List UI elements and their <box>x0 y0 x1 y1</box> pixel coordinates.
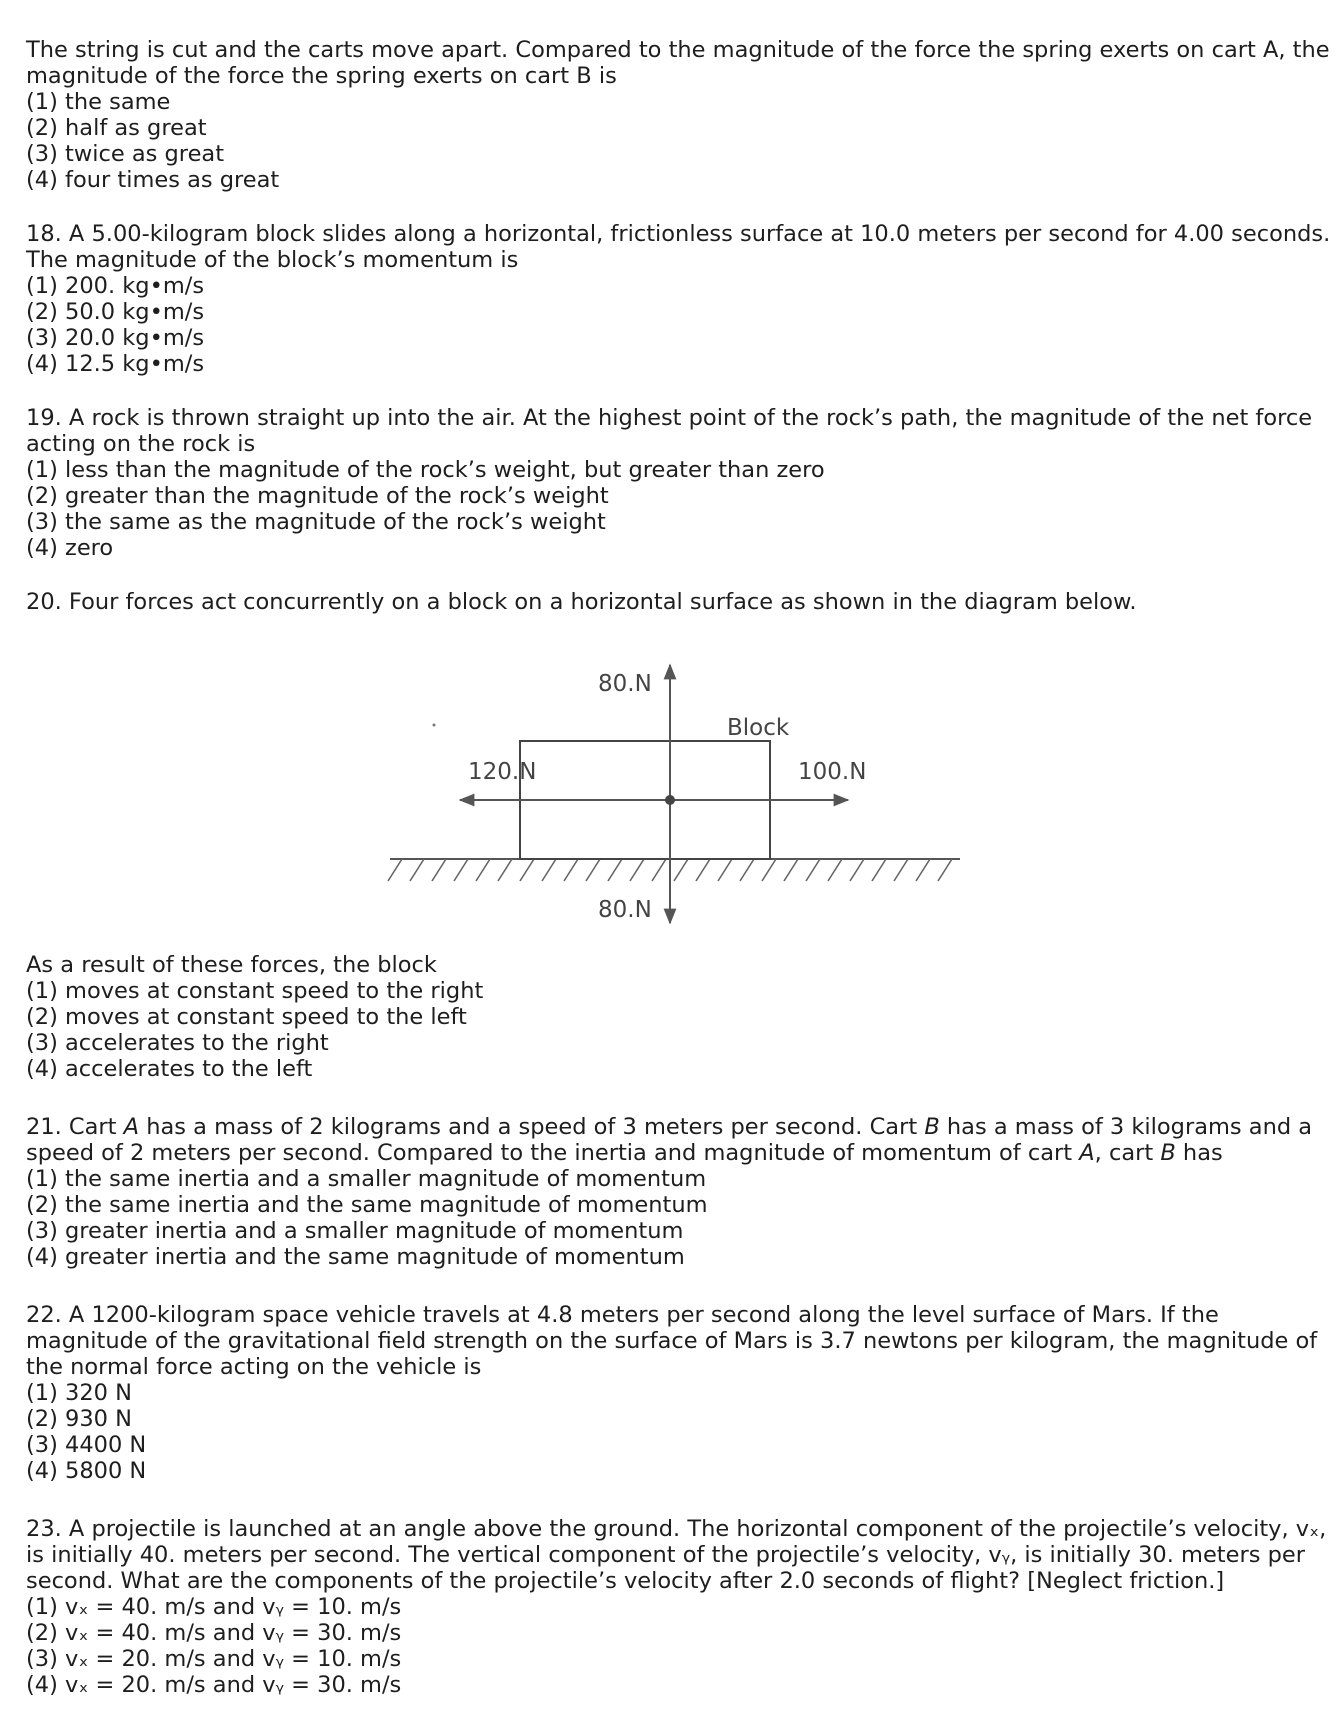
q20-choice-1: (1) moves at constant speed to the right <box>26 978 484 1004</box>
q20-choice-2: (2) moves at constant speed to the left <box>26 1004 467 1030</box>
stray-mark <box>433 724 436 727</box>
q21-choice-2: (2) the same inertia and the same magnitude of momentum <box>26 1192 708 1218</box>
q21-cart-b-label-2: B <box>1160 1140 1176 1166</box>
hatch-mark <box>872 859 886 881</box>
hatch-mark <box>542 859 556 881</box>
q20-choice-4: (4) accelerates to the left <box>26 1056 313 1082</box>
q19-choice-4: (4) zero <box>26 535 114 561</box>
hatch-mark <box>608 859 622 881</box>
q19-choice-2: (2) greater than the magnitude of the rock’s weight <box>26 483 609 509</box>
hatch-mark <box>520 859 534 881</box>
hatch-mark <box>410 859 424 881</box>
q21-text-f: has <box>1175 1140 1223 1166</box>
q21-cart-a-label: A <box>123 1114 140 1140</box>
hatch-mark <box>762 859 776 881</box>
q21-choice-4: (4) greater inertia and the same magnitude of momentum <box>26 1244 685 1270</box>
hatch-mark <box>894 859 908 881</box>
hatch-mark <box>630 859 644 881</box>
label-block: Block <box>727 715 790 741</box>
q20-stem-line-2: As a result of these forces, the block <box>26 952 437 978</box>
q17-choice-3: (3) twice as great <box>26 141 225 167</box>
q23-choice-4: (4) vₓ = 20. m/s and vᵧ = 30. m/s <box>26 1672 402 1698</box>
label-down-force: 80.N <box>598 897 652 923</box>
hatch-mark <box>674 859 688 881</box>
hatch-mark <box>828 859 842 881</box>
hatch-mark <box>916 859 930 881</box>
force-diagram <box>380 655 960 945</box>
hatch-mark <box>806 859 820 881</box>
q22-stem-line-3: the normal force acting on the vehicle is <box>26 1354 482 1380</box>
q19-choice-1: (1) less than the magnitude of the rock’s weight, but greater than zero <box>26 457 825 483</box>
hatch-mark <box>586 859 600 881</box>
q23-choice-2: (2) vₓ = 40. m/s and vᵧ = 30. m/s <box>26 1620 402 1646</box>
hatch-mark <box>388 859 402 881</box>
hatch-mark <box>718 859 732 881</box>
hatch-mark <box>432 859 446 881</box>
q21-text-b: has a mass of 2 kilograms and a speed of 3 meters per second. Cart <box>139 1114 925 1140</box>
q18-choice-4: (4) 12.5 kg•m/s <box>26 351 205 377</box>
q17-stem-line-2: magnitude of the force the spring exerts on cart B is <box>26 63 617 89</box>
label-left-force: 120.N <box>468 759 537 785</box>
q18-stem-line-2: The magnitude of the block’s momentum is <box>26 247 519 273</box>
q23-stem-line-2: is initially 40. meters per second. The vertical component of the projectile’s velocity, vᵧ, is initially 30. meters per <box>26 1542 1305 1568</box>
q21-choice-3: (3) greater inertia and a smaller magnitude of momentum <box>26 1218 684 1244</box>
hatch-mark <box>740 859 754 881</box>
q18-choice-2: (2) 50.0 kg•m/s <box>26 299 205 325</box>
label-right-force: 100.N <box>798 759 867 785</box>
q17-choice-1: (1) the same <box>26 89 171 115</box>
q18-choice-3: (3) 20.0 kg•m/s <box>26 325 205 351</box>
q17-stem-line-1: The string is cut and the carts move apart. Compared to the magnitude of the force the spring exerts on cart A, the <box>26 37 1330 63</box>
q21-text-a: 21. Cart <box>26 1114 124 1140</box>
q19-stem-line-2: acting on the rock is <box>26 431 256 457</box>
hatch-mark <box>850 859 864 881</box>
q21-text-c: has a mass of 3 kilograms and a <box>939 1114 1313 1140</box>
label-up-force: 80.N <box>598 671 652 697</box>
q22-choice-2: (2) 930 N <box>26 1406 132 1432</box>
q17-choice-2: (2) half as great <box>26 115 207 141</box>
q23-choice-1: (1) vₓ = 40. m/s and vᵧ = 10. m/s <box>26 1594 402 1620</box>
q18-stem-line-1: 18. A 5.00-kilogram block slides along a horizontal, frictionless surface at 10.0 meters per second for 4.00 seconds. <box>26 221 1331 247</box>
q21-choice-1: (1) the same inertia and a smaller magnitude of momentum <box>26 1166 707 1192</box>
hatch-mark <box>652 859 666 881</box>
q21-cart-a-label-2: A <box>1079 1140 1095 1166</box>
ground-surface <box>388 859 960 881</box>
q21-text-d: speed of 2 meters per second. Compared to the inertia and magnitude of momentum of cart <box>26 1140 1080 1166</box>
hatch-mark <box>498 859 512 881</box>
q22-choice-3: (3) 4400 N <box>26 1432 147 1458</box>
q18-choice-1: (1) 200. kg•m/s <box>26 273 205 299</box>
q19-stem-line-1: 19. A rock is thrown straight up into the air. At the highest point of the rock’s path, the magnitude of the net force <box>26 405 1313 431</box>
q20-choice-3: (3) accelerates to the right <box>26 1030 329 1056</box>
q17-choice-4: (4) four times as great <box>26 167 280 193</box>
hatch-mark <box>938 859 952 881</box>
hatch-mark <box>696 859 710 881</box>
q21-cart-b-label: B <box>924 1114 940 1140</box>
q21-stem-line-1 <box>26 1114 1312 1141</box>
q19-choice-3: (3) the same as the magnitude of the rock’s weight <box>26 509 606 535</box>
q23-choice-3: (3) vₓ = 20. m/s and vᵧ = 10. m/s <box>26 1646 402 1672</box>
q21-text-e: , cart <box>1094 1140 1161 1166</box>
q20-stem-line-1: 20. Four forces act concurrently on a block on a horizontal surface as shown in the diagram below. <box>26 589 1137 615</box>
q22-stem-line-1: 22. A 1200-kilogram space vehicle travels at 4.8 meters per second along the level surface of Mars. If the <box>26 1302 1219 1328</box>
q22-choice-4: (4) 5800 N <box>26 1458 147 1484</box>
q21-stem-line-2 <box>26 1140 1223 1167</box>
q23-stem-line-1: 23. A projectile is launched at an angle above the ground. The horizontal component of the projectile’s velocity, vₓ, <box>26 1516 1327 1542</box>
q22-stem-line-2: magnitude of the gravitational field strength on the surface of Mars is 3.7 newtons per kilogram, the magnitude of <box>26 1328 1318 1354</box>
hatch-mark <box>476 859 490 881</box>
q22-choice-1: (1) 320 N <box>26 1380 132 1406</box>
center-point <box>665 795 675 805</box>
hatch-mark <box>564 859 578 881</box>
hatch-mark <box>454 859 468 881</box>
q23-stem-line-3: second. What are the components of the projectile’s velocity after 2.0 seconds of flight? [Neglect friction.] <box>26 1568 1225 1594</box>
hatch-mark <box>784 859 798 881</box>
